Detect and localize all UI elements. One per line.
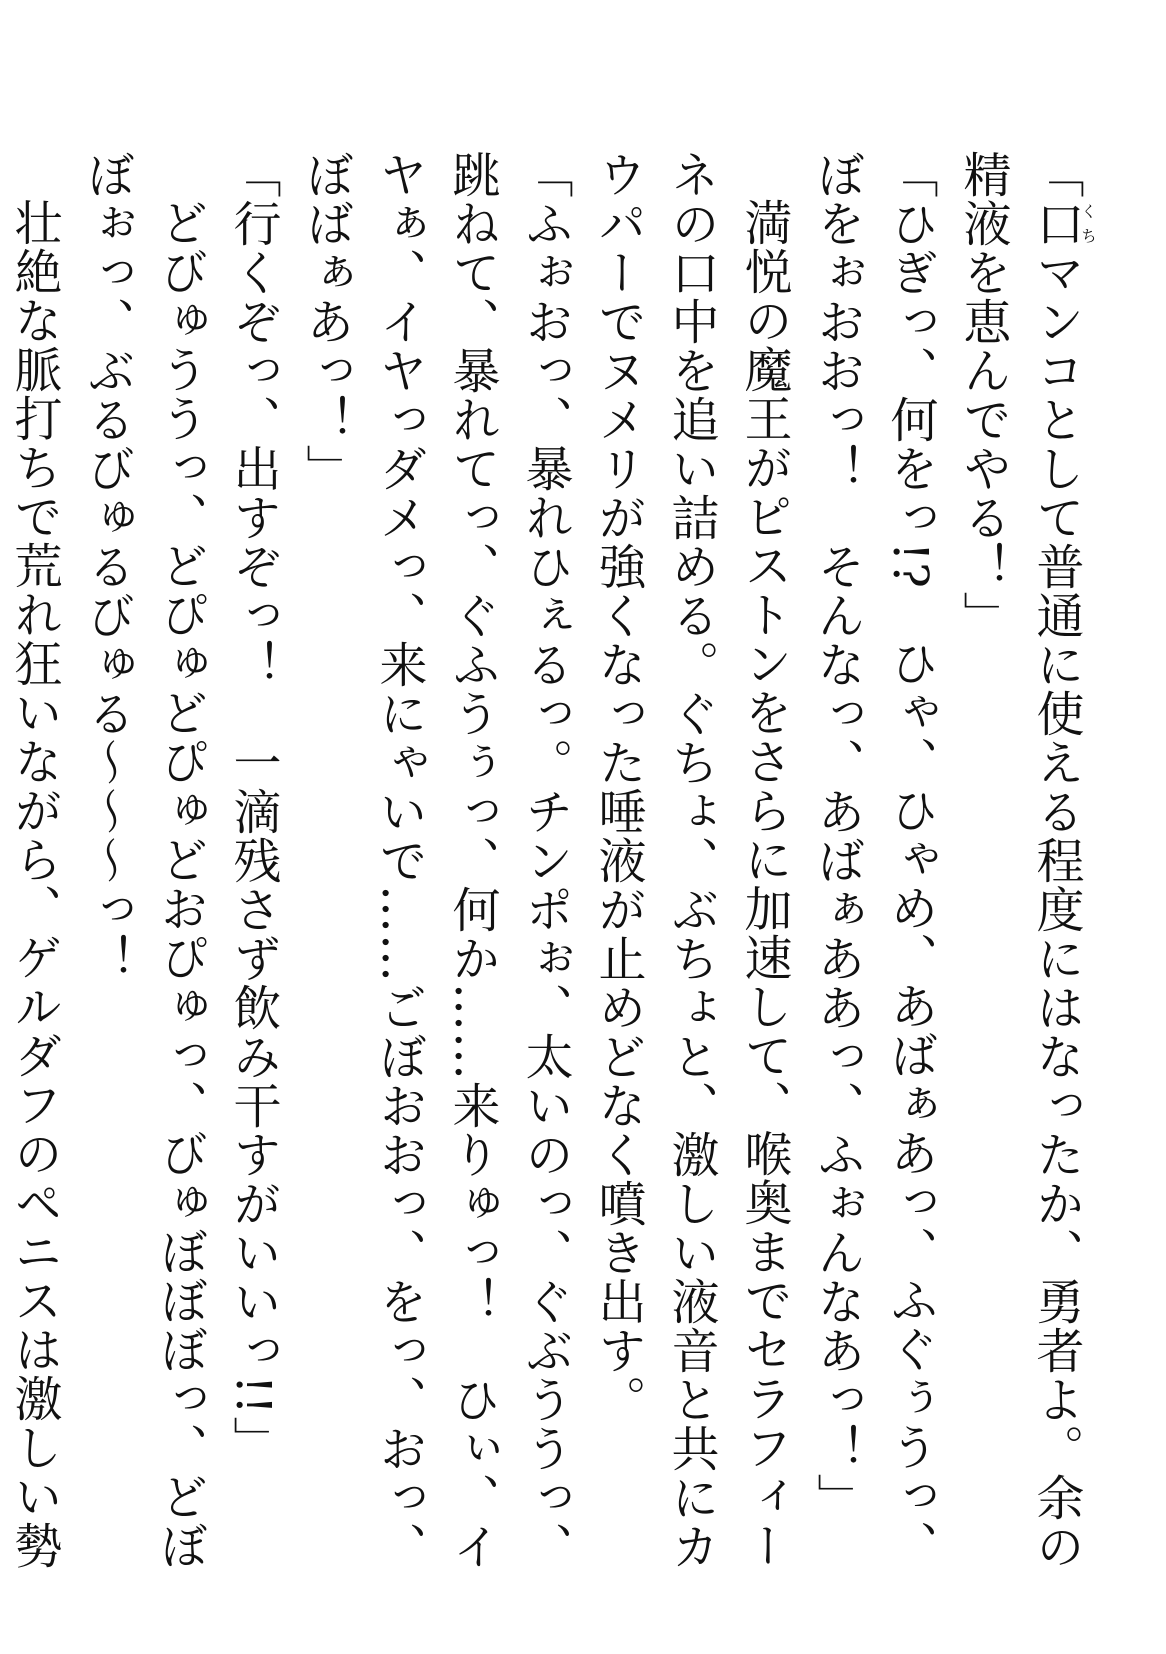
paragraph-1-rest: マンコとして普通に使える程度にはなったか、勇者よ。余の精液を恵んでやる！」 [955, 150, 1084, 1571]
ruby-kuchi [1028, 199, 1098, 248]
paragraph-1 [946, 150, 1096, 1590]
paragraph-5: 「行くぞっ、出すぞっ！ 一滴残さず飲み干すがいいっ!!」 [225, 150, 281, 1465]
ruby-base: 口 [1028, 199, 1084, 248]
vertical-text-body [6, 150, 1098, 1590]
ruby-reading: くち [1078, 199, 1098, 248]
paragraph-6: どびゅううっ、どぴゅどぴゅどおぴゅっ、びゅぼぼぼっ、どぼぼぉっ、ぶるびゅるびゅる〜〜〜っ！ [79, 150, 208, 1570]
paragraph-2: 「ひぎっ、何をっ!? ひゃ、ひゃめ、あばぁあっ、ふぐぅうっ、ぼをぉおおっ！ そんなっ、あばぁああっ、ふぉんなあっ！」 [809, 150, 938, 1570]
paragraph-7: 壮絶な脈打ちで荒れ狂いながら、ゲルダフのペニスは激しい勢 [6, 198, 62, 1570]
paragraph-1-open: 「 [1028, 150, 1084, 199]
paragraph-4: 「ふぉおっ、暴れひぇるっ。チンポぉ、太いのっ、ぐぶううっ、跳ねて、暴れてっ、ぐふうぅっ、何か……来りゅっ！ ひぃ、イヤぁ、イヤっダメっ、来にゃいで……ごぼおおっ、をっ、おっ、ぼばぁあっ！」 [298, 150, 573, 1571]
paragraph-3: 満悦の魔王がピストンをさらに加速して、喉奥までセラフィーネの口中を追い詰める。ぐちょ、ぶちょと、激しい液音と共にカウパーでヌメリが強くなった唾液が止めどなく噴き出す。 [590, 150, 792, 1571]
